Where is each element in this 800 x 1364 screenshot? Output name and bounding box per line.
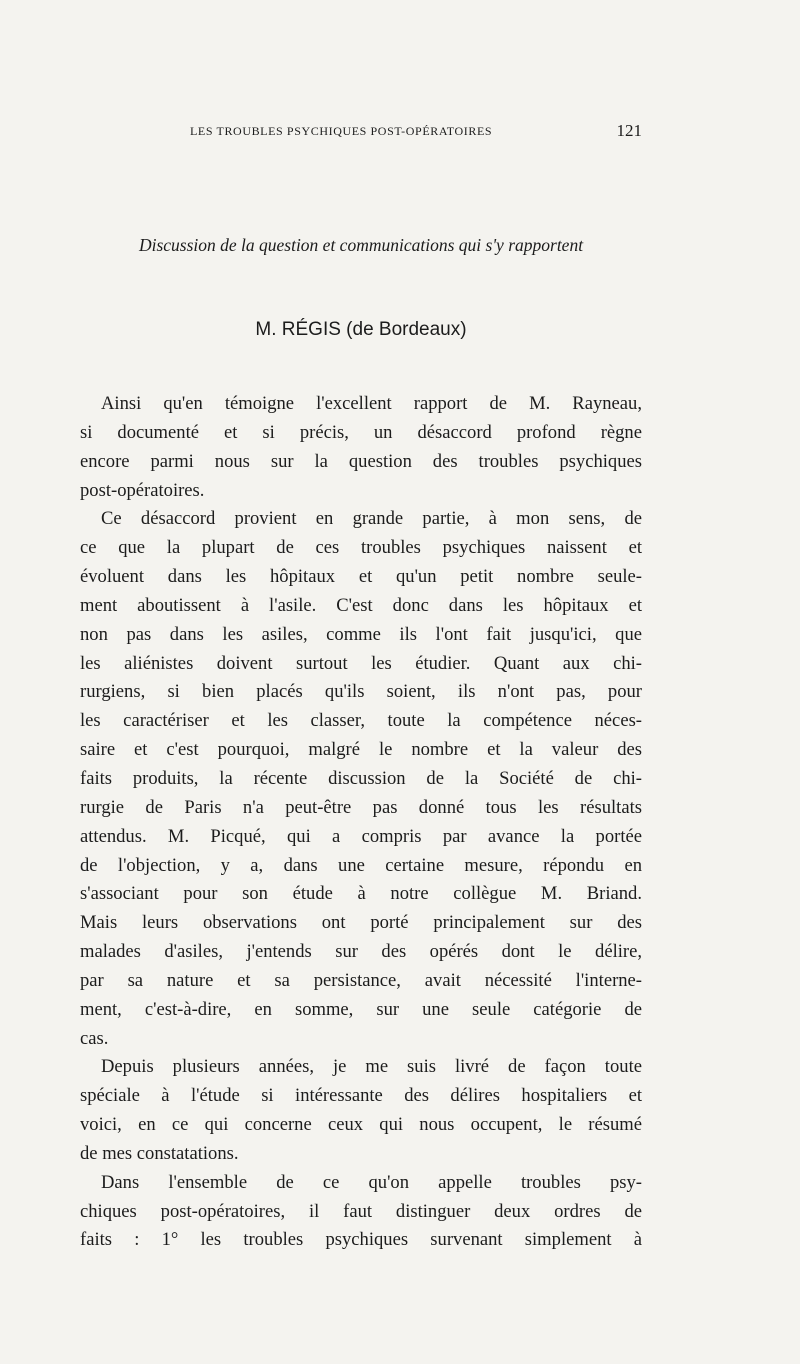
text-line: chiques post-opératoires, il faut distinguer deux ordres de [80,1200,642,1222]
text-line: rurgiens, si bien placés qu'ils soient, ils n'ont pas, pour [80,681,642,703]
text-line: ment, c'est-à-dire, en somme, sur une seule catégorie de [80,998,642,1020]
body-text [80,390,642,1255]
speaker-heading: M. RÉGIS (de Bordeaux) [255,319,467,340]
text-line: les caractériser et les classer, toute la compétence néces- [80,710,642,732]
text-line: spéciale à l'étude si intéressante des délires hospitaliers et [80,1085,642,1107]
text-line: de l'objection, y a, dans une certaine mesure, répondu en [80,854,642,876]
running-title: LES TROUBLES PSYCHIQUES POST-OPÉRATOIRES [190,124,493,138]
text-line: de mes constatations. [80,1142,239,1164]
running-head [80,121,642,141]
text-line: par sa nature et sa persistance, avait nécessité l'interne- [80,969,642,991]
page-number: 121 [616,121,642,140]
text-line: Ce désaccord provient en grande partie, à mon sens, de [101,508,642,530]
text-line: saire et c'est pourquoi, malgré le nombre et la valeur des [80,739,642,761]
text-line: voici, en ce qui concerne ceux qui nous occupent, le résumé [80,1114,642,1136]
text-line: évoluent dans les hôpitaux et qu'un petit nombre seule- [80,566,642,588]
text-line: ce que la plupart de ces troubles psychiques naissent et [80,537,642,559]
text-line: non pas dans les asiles, comme ils l'ont fait jusqu'ici, que [80,623,642,645]
text-line: cas. [80,1027,109,1049]
text-line: rurgie de Paris n'a peut-être pas donné tous les résultats [80,796,642,818]
text-line: malades d'asiles, j'entends sur des opérés dont le délire, [80,941,642,963]
text-line: les aliénistes doivent surtout les étudier. Quant aux chi- [80,652,642,674]
text-line: attendus. M. Picqué, qui a compris par avance la portée [80,825,642,847]
text-line: Mais leurs observations ont porté principalement sur des [80,912,642,934]
text-line: post-opératoires. [80,479,205,501]
text-line: si documenté et si précis, un désaccord profond règne [80,421,642,443]
text-line: Dans l'ensemble de ce qu'on appelle troubles psy- [101,1171,642,1193]
text-line: faits produits, la récente discussion de la Société de chi- [80,767,642,789]
text-line: encore parmi nous sur la question des troubles psychiques [80,450,642,472]
text-line: ment aboutissent à l'asile. C'est donc dans les hôpitaux et [80,594,642,616]
section-heading: Discussion de la question et communications qui s'y rapportent [138,235,584,255]
text-line: Depuis plusieurs années, je me suis livré de façon toute [101,1056,642,1078]
text-line: faits : 1° les troubles psychiques survenant simplement à [80,1229,642,1251]
text-line: s'associant pour son étude à notre collègue M. Briand. [80,883,642,905]
text-line: Ainsi qu'en témoigne l'excellent rapport de M. Rayneau, [101,393,642,414]
